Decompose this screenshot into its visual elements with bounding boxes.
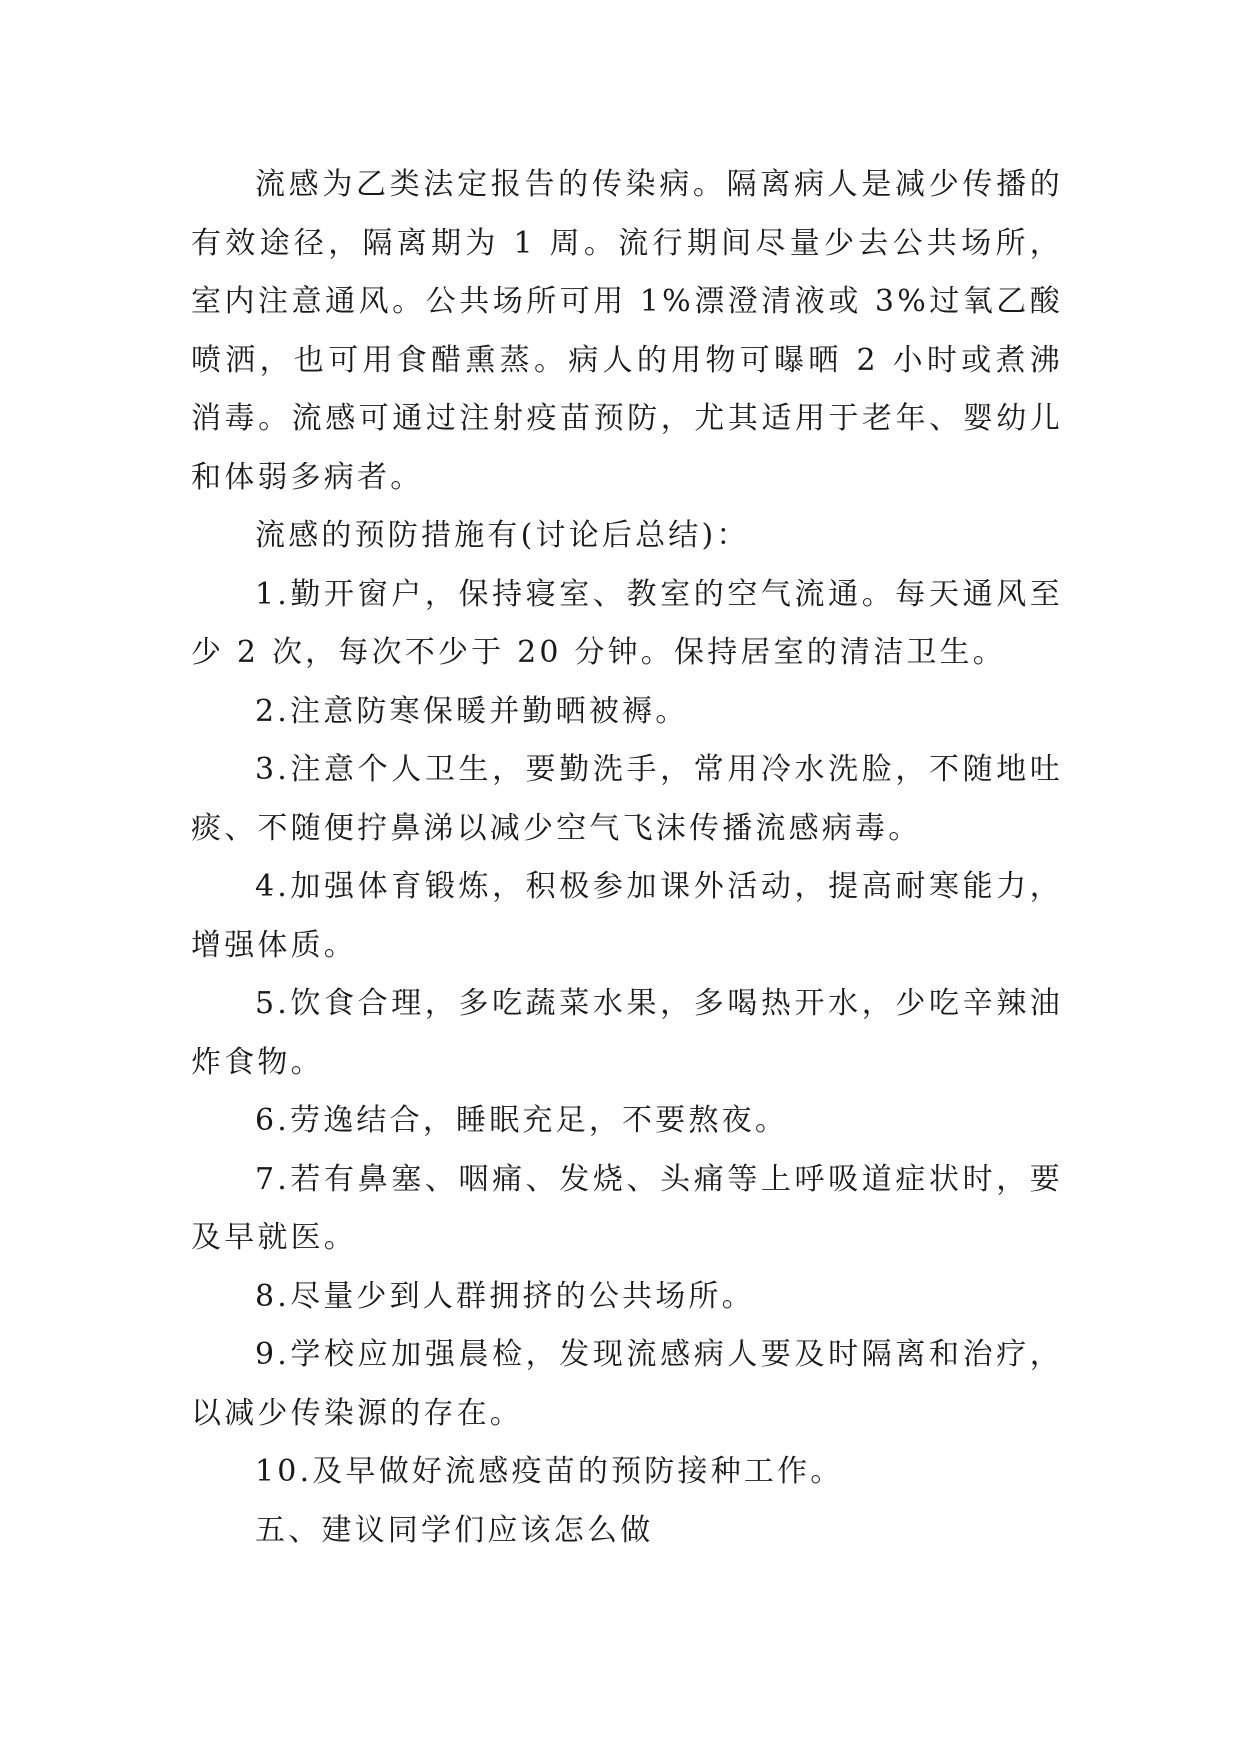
- list-item-hygiene: 3.注意个人卫生，要勤洗手，常用冷水洗脸，不随地吐痰、不随便拧鼻涕以减少空气飞沫传播流感病毒。: [191, 752, 1063, 846]
- paragraph-isolation-info: 流感为乙类法定报告的传染病。隔离病人是减少传播的有效途径，隔离期为 1 周。流行期间尽量少去公共场所，室内注意通风。公共场所可用 1%漂澄清液或 3%过氧乙酸喷洒，也可用食醋熏蒸。病人的用物可曝晒 2 小时或煮沸消毒。流感可通过注射疫苗预防，尤其适用于老年、婴幼儿和体弱多病者。: [191, 167, 1063, 495]
- document-body: [191, 156, 1063, 1560]
- list-item-rest: 6.劳逸结合，睡眠充足，不要熬夜。: [255, 1103, 789, 1138]
- list-item-exercise: 4.加强体育锻炼，积极参加课外活动，提高耐寒能力，增强体质。: [191, 869, 1063, 963]
- list-item-diet: 5.饮食合理，多吃蔬菜水果，多喝热开水，少吃辛辣油炸食物。: [191, 986, 1063, 1080]
- list-item-keep-warm: 2.注意防寒保暖并勤晒被褥。: [255, 693, 689, 729]
- section-heading-suggestions: 五、建议同学们应该怎么做: [255, 1512, 654, 1548]
- list-item-school-check: 9.学校应加强晨检，发现流感病人要及时隔离和治疗，以减少传染源的存在。: [191, 1337, 1063, 1431]
- list-item-vaccination: 10.及早做好流感疫苗的预防接种工作。: [255, 1454, 844, 1489]
- list-item-ventilation: 1.勤开窗户，保持寝室、教室的空气流通。每天通风至少 2 次，每次不少于 20 分钟。保持居室的清洁卫生。: [191, 576, 1063, 670]
- list-item-seek-medical: 7.若有鼻塞、咽痛、发烧、头痛等上呼吸道症状时，要及早就医。: [191, 1161, 1063, 1255]
- list-item-avoid-crowds: 8.尽量少到人群拥挤的公共场所。: [255, 1278, 755, 1314]
- paragraph-measures-heading: 流感的预防措施有(讨论后总结)：: [255, 518, 750, 553]
